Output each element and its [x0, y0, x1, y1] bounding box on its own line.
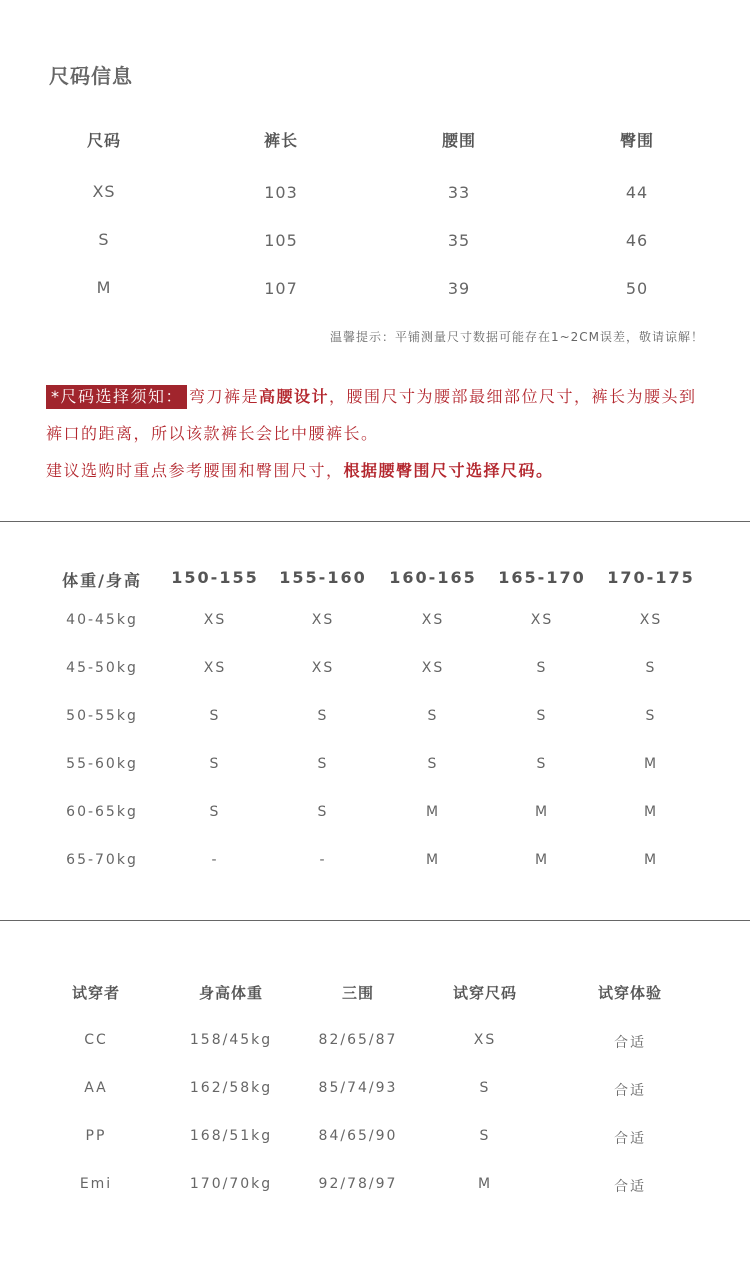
fit-cell: M: [643, 756, 659, 772]
try-cell: S: [479, 1080, 491, 1096]
fit-cell: M: [534, 804, 550, 820]
fit-cell: S: [536, 756, 548, 772]
size-cell: 35: [447, 231, 471, 250]
fit-cell: S: [209, 708, 221, 724]
fit-cell: S: [317, 804, 329, 820]
fit-header: 170-175: [607, 568, 695, 587]
fit-cell: XS: [639, 612, 663, 628]
size-cell: 107: [264, 279, 298, 298]
try-cell: 158/45kg: [189, 1032, 273, 1048]
size-cell: 103: [264, 183, 298, 202]
try-header: 试穿尺码: [452, 984, 517, 1002]
fit-cell: S: [645, 660, 657, 676]
fit-cell: -: [211, 852, 219, 868]
try-cell: S: [479, 1128, 491, 1144]
size-cell: 39: [447, 279, 471, 298]
try-cell: 合适: [614, 1179, 646, 1195]
notice-text-2: ，腰围尺寸为腰部最细部位尺寸，裤长为腰头到裤口的距离，所以该款裤长会比中腰裤长。: [46, 387, 697, 443]
notice-text-1: 弯刀裤是: [189, 387, 260, 406]
divider: [0, 521, 750, 522]
size-cell: XS: [92, 182, 116, 201]
try-cell: M: [477, 1176, 493, 1192]
try-cell: 85/74/93: [318, 1080, 398, 1096]
fit-cell: XS: [203, 660, 227, 676]
try-header: 三围: [341, 984, 374, 1002]
size-cell: 44: [625, 183, 649, 202]
fit-cell: S: [317, 708, 329, 724]
fit-cell: S: [317, 756, 329, 772]
fit-cell: 65-70kg: [66, 852, 138, 868]
fit-cell: S: [536, 708, 548, 724]
notice-tag: *尺码选择须知：: [46, 385, 187, 409]
try-cell: 84/65/90: [318, 1128, 398, 1144]
fit-cell: 45-50kg: [66, 660, 138, 676]
try-cell: XS: [473, 1032, 497, 1048]
try-header: 身高体重: [198, 984, 263, 1002]
fit-cell: -: [319, 852, 327, 868]
try-cell: 合适: [614, 1131, 646, 1147]
fit-header: 150-155: [171, 568, 259, 587]
fit-cell: M: [643, 804, 659, 820]
size-header-size: 尺码: [86, 131, 121, 150]
try-cell: 162/58kg: [189, 1080, 273, 1096]
try-cell: 合适: [614, 1083, 646, 1099]
notice-text-3-bold: 根据腰臀围尺寸选择尺码。: [343, 461, 554, 480]
try-header: 试穿体验: [597, 984, 662, 1002]
fit-cell: XS: [421, 660, 445, 676]
size-cell: 46: [625, 231, 649, 250]
fit-cell: S: [645, 708, 657, 724]
try-cell: CC: [84, 1032, 108, 1048]
fit-cell: 55-60kg: [66, 756, 138, 772]
size-cell: 105: [264, 231, 298, 250]
fit-header: 体重/身高: [62, 571, 142, 590]
measurement-tip: 温馨提示：平铺测量尺寸数据可能存在1~2CM误差，敬请谅解！: [329, 330, 704, 344]
notice-text-3: 建议选购时重点参考腰围和臀围尺寸，: [46, 461, 344, 480]
size-cell: M: [96, 278, 112, 297]
try-cell: PP: [85, 1128, 107, 1144]
fit-cell: XS: [530, 612, 554, 628]
fit-cell: XS: [203, 612, 227, 628]
size-header-hip: 臀围: [619, 131, 654, 150]
try-cell: 82/65/87: [318, 1032, 398, 1048]
size-notice: [46, 378, 711, 489]
fit-cell: S: [536, 660, 548, 676]
fit-cell: M: [425, 804, 441, 820]
fit-cell: XS: [311, 612, 335, 628]
size-info-title: 尺码信息: [49, 64, 133, 88]
fit-cell: 50-55kg: [66, 708, 138, 724]
fit-cell: XS: [421, 612, 445, 628]
try-cell: AA: [84, 1080, 108, 1096]
size-cell: 33: [447, 183, 471, 202]
fit-cell: S: [427, 708, 439, 724]
size-header-length: 裤长: [263, 131, 298, 150]
notice-text-1-bold: 高腰设计: [259, 387, 330, 406]
try-cell: 170/70kg: [189, 1176, 273, 1192]
divider: [0, 920, 750, 921]
try-cell: 168/51kg: [189, 1128, 273, 1144]
fit-header: 160-165: [389, 568, 477, 587]
size-cell: 50: [625, 279, 649, 298]
try-header: 试穿者: [71, 984, 120, 1002]
try-cell: Emi: [79, 1176, 113, 1192]
fit-cell: S: [209, 804, 221, 820]
fit-cell: M: [425, 852, 441, 868]
fit-cell: S: [209, 756, 221, 772]
fit-cell: M: [534, 852, 550, 868]
try-cell: 92/78/97: [318, 1176, 398, 1192]
size-cell: S: [98, 230, 110, 249]
size-header-waist: 腰围: [441, 131, 476, 150]
fit-header: 165-170: [498, 568, 586, 587]
fit-cell: XS: [311, 660, 335, 676]
fit-header: 155-160: [279, 568, 367, 587]
try-cell: 合适: [614, 1035, 646, 1051]
fit-cell: S: [427, 756, 439, 772]
fit-cell: 40-45kg: [66, 612, 138, 628]
fit-cell: 60-65kg: [66, 804, 138, 820]
fit-cell: M: [643, 852, 659, 868]
